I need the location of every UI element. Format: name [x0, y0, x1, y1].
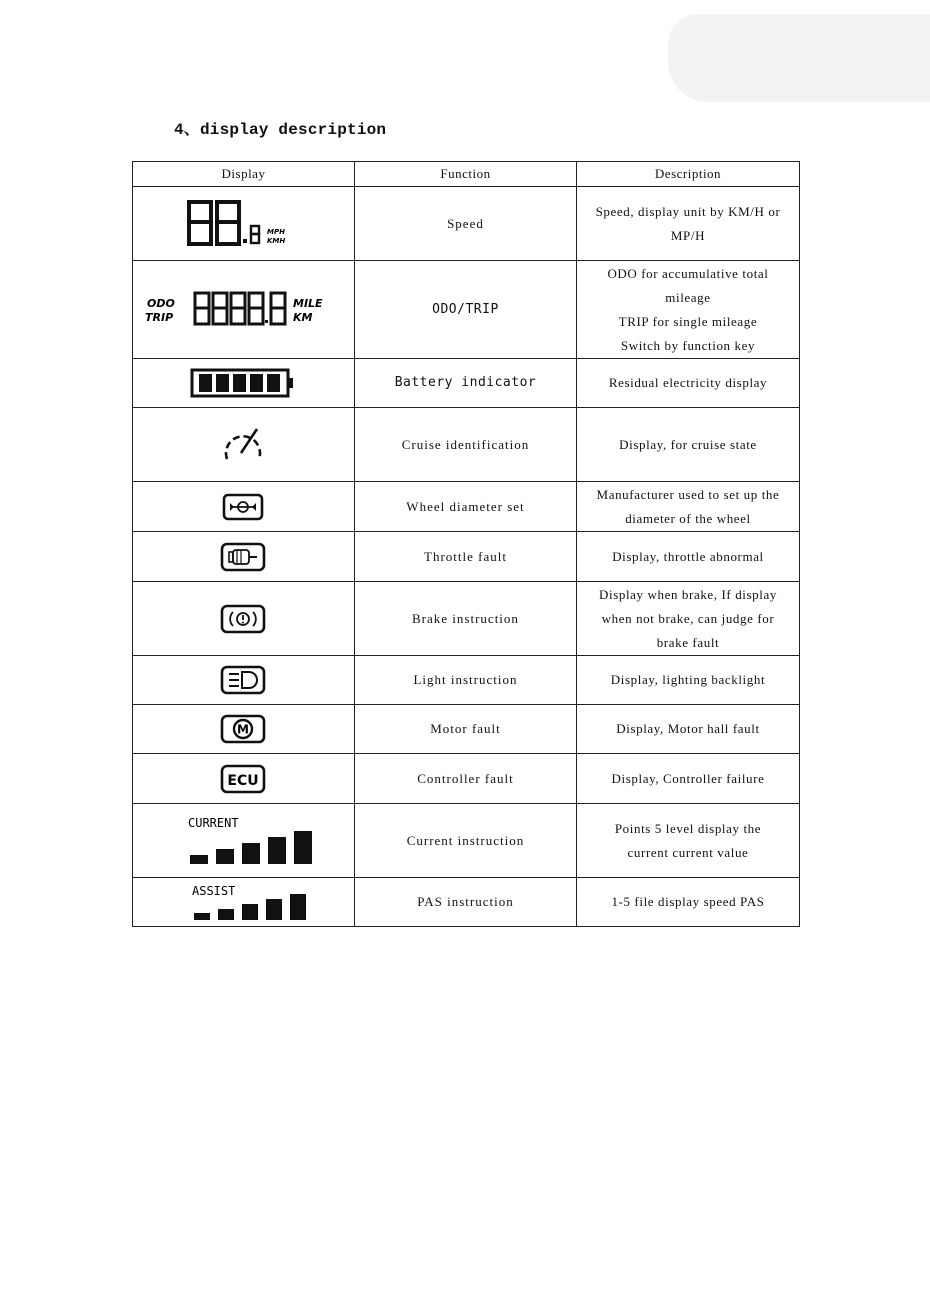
table-row	[133, 482, 800, 532]
description-line: Display, lighting backlight	[610, 672, 766, 687]
function-current: Current instruction	[354, 804, 576, 878]
light-display-cell	[133, 656, 355, 705]
odo-display-cell	[133, 261, 355, 359]
description-line: ODO for accumulative total	[607, 265, 769, 281]
function-battery: Battery indicator	[354, 359, 576, 408]
speed-digits-icon	[183, 194, 303, 254]
description-cruise	[576, 408, 799, 482]
description-throttle	[576, 532, 799, 582]
odometer-digits-icon	[143, 285, 343, 335]
throttle-display-cell	[133, 532, 355, 582]
description-line: diameter of the wheel	[625, 510, 751, 526]
description-light	[576, 656, 799, 705]
table-row	[133, 656, 800, 705]
header-function: Function	[354, 162, 576, 187]
current-label: CURRENT	[188, 815, 240, 830]
brake-icon	[219, 603, 267, 635]
table-row	[133, 754, 800, 804]
ecu-icon	[219, 763, 267, 795]
function-odo-trip: ODO/TRIP	[354, 261, 576, 359]
function-controller: Controller fault	[354, 754, 576, 804]
description-line: current current value	[627, 844, 749, 860]
description-pas	[576, 878, 799, 927]
battery-display-cell	[133, 359, 355, 408]
description-line: when not brake, can judge for	[601, 610, 775, 626]
ecu-display-cell	[133, 754, 355, 804]
function-pas: PAS instruction	[354, 878, 576, 927]
description-line: Manufacturer used to set up the	[596, 486, 780, 502]
description-line: Display, Motor hall fault	[616, 721, 760, 736]
table-row	[133, 582, 800, 656]
table-row	[133, 804, 800, 878]
headlight-icon	[219, 664, 267, 696]
wheel-display-cell	[133, 482, 355, 532]
description-line: MP/H	[670, 227, 706, 243]
function-brake: Brake instruction	[354, 582, 576, 656]
display-description-table	[132, 161, 800, 927]
table-header-row	[133, 162, 800, 187]
description-line: Display, throttle abnormal	[612, 548, 764, 564]
description-controller	[576, 754, 799, 804]
description-battery	[576, 359, 799, 408]
cruise-gauge-icon	[219, 423, 267, 467]
description-line: Speed, display unit by KM/H or	[595, 203, 781, 219]
description-line: TRIP for single mileage	[618, 313, 758, 329]
motor-letter: M	[237, 722, 250, 737]
description-line: brake fault	[656, 634, 720, 650]
description-line: Switch by function key	[620, 337, 756, 353]
assist-bars-icon	[168, 879, 318, 925]
current-bars-icon	[168, 809, 318, 873]
speed-unit-bottom: KMH	[267, 236, 286, 245]
function-light: Light instruction	[354, 656, 576, 705]
speed-display-cell	[133, 187, 355, 261]
table-row	[133, 261, 800, 359]
description-line: Points 5 level display the	[614, 820, 762, 836]
odo-label: ODO	[147, 296, 176, 310]
assist-display-cell	[133, 878, 355, 927]
table-row	[133, 705, 800, 754]
function-cruise: Cruise identification	[354, 408, 576, 482]
description-motor	[576, 705, 799, 754]
description-wheel	[576, 482, 799, 532]
description-speed	[576, 187, 799, 261]
description-odo-trip	[576, 261, 799, 359]
description-current	[576, 804, 799, 878]
description-line: 1-5 file display speed PAS	[611, 894, 765, 909]
description-line: Display, for cruise state	[619, 436, 757, 452]
function-motor: Motor fault	[354, 705, 576, 754]
description-line: Residual electricity display	[608, 375, 768, 390]
function-throttle: Throttle fault	[354, 532, 576, 582]
description-line: Display, Controller failure	[611, 770, 765, 786]
table-row	[133, 878, 800, 927]
wheel-diameter-icon	[221, 492, 265, 522]
ecu-letter: ECU	[227, 772, 260, 789]
function-speed: Speed	[354, 187, 576, 261]
table-row	[133, 359, 800, 408]
section-title: 4、display description	[174, 121, 387, 139]
table-row	[133, 187, 800, 261]
motor-icon	[219, 713, 267, 745]
table-row	[133, 408, 800, 482]
scan-smudge	[668, 14, 930, 102]
current-display-cell	[133, 804, 355, 878]
table-row	[133, 532, 800, 582]
motor-display-cell	[133, 705, 355, 754]
description-line: mileage	[665, 289, 711, 305]
assist-label: ASSIST	[192, 884, 236, 898]
header-description: Description	[576, 162, 799, 187]
description-line: Display when brake, If display	[599, 586, 777, 602]
brake-display-cell	[133, 582, 355, 656]
description-brake	[576, 582, 799, 656]
cruise-display-cell	[133, 408, 355, 482]
km-label: KM	[293, 310, 313, 324]
mile-label: MILE	[293, 296, 324, 310]
throttle-icon	[219, 541, 267, 573]
battery-icon	[188, 367, 298, 399]
speed-unit-top: MPH	[267, 227, 286, 236]
trip-label: TRIP	[145, 310, 174, 324]
function-wheel: Wheel diameter set	[354, 482, 576, 532]
header-display: Display	[133, 162, 355, 187]
